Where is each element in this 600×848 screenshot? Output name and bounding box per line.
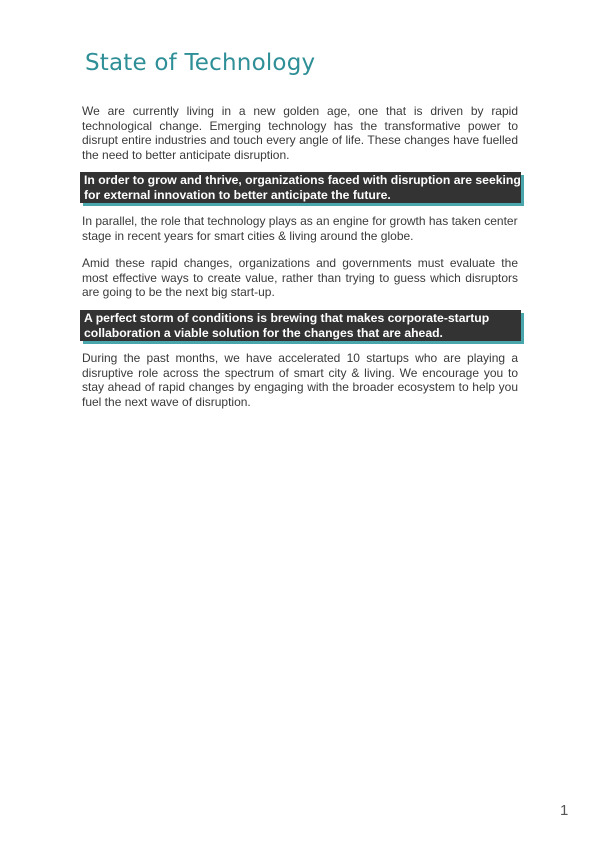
paragraph-golden-age: We are currently living in a new golden age, one that is driven by rapid technological change. Emerging technology has the transformative power to disrupt entire industries and touch every angle of life. These changes have fuelled the need to better anticipate disruption. bbox=[82, 104, 518, 162]
page-title: State of Technology bbox=[85, 50, 316, 76]
callout-text: In order to grow and thrive, organizations faced with disruption are seeking for external innovation to better anticipate the future. bbox=[84, 173, 521, 202]
callout-grow-and-thrive bbox=[80, 172, 521, 203]
paragraph-engine-for-growth: In parallel, the role that technology plays as an engine for growth has taken center stage in recent years for smart cities & living around the globe. bbox=[82, 214, 518, 243]
paragraph-accelerated-startups: During the past months, we have accelerated 10 startups who are playing a disruptive role across the spectrum of smart city & living. We encourage you to stay ahead of rapid changes by engaging with the broader ecosystem to help you fuel the next wave of disruption. bbox=[82, 351, 518, 409]
page-number: 1 bbox=[560, 802, 569, 819]
paragraph-rapid-changes: Amid these rapid changes, organizations and governments must evaluate the most effective ways to create value, rather than trying to guess which disruptors are going to be the next big start-up. bbox=[82, 256, 518, 300]
callout-text: A perfect storm of conditions is brewing that makes corporate-startup collaboration a viable solution for the changes that are ahead. bbox=[84, 311, 490, 340]
callout-perfect-storm bbox=[80, 310, 521, 341]
